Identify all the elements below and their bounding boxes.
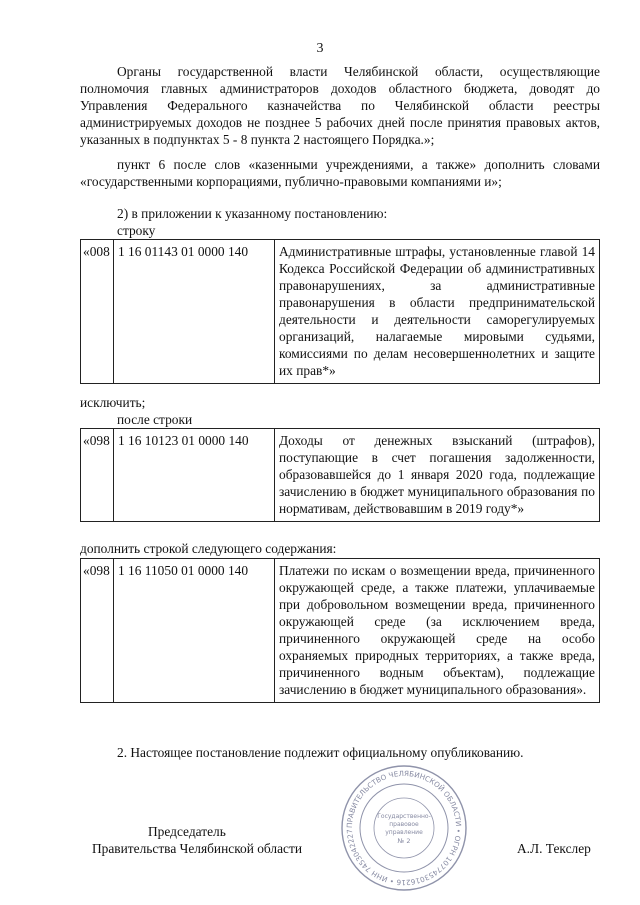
page-number: 3 bbox=[316, 41, 324, 56]
table-row-3 bbox=[80, 558, 600, 703]
paragraph-appendix: 2) в приложении к указанному постановлению: bbox=[117, 206, 388, 221]
stamp-center-line-1: Государственно- bbox=[377, 813, 431, 820]
note-exclude: исключить; bbox=[80, 395, 146, 410]
label-line: строку bbox=[117, 223, 156, 238]
signature-title-line-1: Председатель bbox=[148, 824, 226, 839]
row-description: Доходы от денежных взысканий (штрафов), поступающие в счет погашения задолженности, образовавшейся до 1 января 2020 года, подлежащие зачислению в бюджет муниципального образования по нормативам, действовавшим в 2019 году*» bbox=[275, 429, 600, 522]
official-seal-stamp bbox=[340, 764, 468, 892]
row-description: Платежи по искам о возмещении вреда, причиненного окружающей среде, а также платежи, уплачиваемые при добровольном возмещении вреда, причиненного окружающей среде (за исключением вреда, причиненного окружающей среде на особо охраняемых природных территориях, а также вреда, причиненного водным объектам), подлежащие зачислению в бюджет муниципального образования». bbox=[275, 559, 600, 703]
row-code: «008 bbox=[81, 240, 114, 384]
row-code: «098 bbox=[81, 429, 114, 522]
stamp-outer-text: ПРАВИТЕЛЬСТВО ЧЕЛЯБИНСКОЙ ОБЛАСТИ • ОГРН 1077453016216 • ИНН 7453042227 bbox=[344, 768, 464, 888]
row-kbk: 1 16 10123 01 0000 140 bbox=[114, 429, 275, 522]
row-kbk: 1 16 01143 01 0000 140 bbox=[114, 240, 275, 384]
signature-name: А.Л. Текслер bbox=[517, 841, 591, 856]
stamp-center-line-4: № 2 bbox=[397, 837, 411, 845]
stamp-center-line-2: правовое bbox=[389, 821, 419, 828]
table-row-2 bbox=[80, 428, 600, 522]
row-description: Административные штрафы, установленные главой 14 Кодекса Российской Федерации об административных правонарушениях, за административные правонарушения в области предпринимательской деятельности и деятельности саморегулируемых организаций, налагаемые мировыми судьями, комиссиями по делам несовершеннолетних и защите их прав*» bbox=[275, 240, 600, 384]
paragraph-point-6: пункт 6 после слов «казенными учреждениями, а также» дополнить словами «государственными корпорациями, публично-правовыми компаниями и»; bbox=[80, 157, 600, 189]
final-clause: 2. Настоящее постановление подлежит официальному опубликованию. bbox=[117, 745, 524, 760]
signature-title-line-2: Правительства Челябинской области bbox=[92, 841, 302, 856]
row-code: «098 bbox=[81, 559, 114, 703]
row-kbk: 1 16 11050 01 0000 140 bbox=[114, 559, 275, 703]
note-after-row: после строки bbox=[117, 412, 193, 427]
paragraph-organs: Органы государственной власти Челябинской области, осуществляющие полномочия главных администраторов доходов областного бюджета, доводят до Управления Федерального казначейства по Челябинской области реестры администрируемых доходов не позднее 5 рабочих дней после принятия правовых актов, указанных в подпунктах 5 - 8 пункта 2 настоящего Порядка.»; bbox=[80, 64, 600, 147]
note-add-row: дополнить строкой следующего содержания: bbox=[80, 541, 337, 556]
table-row-1 bbox=[80, 239, 600, 384]
stamp-center-line-3: управление bbox=[385, 829, 423, 836]
